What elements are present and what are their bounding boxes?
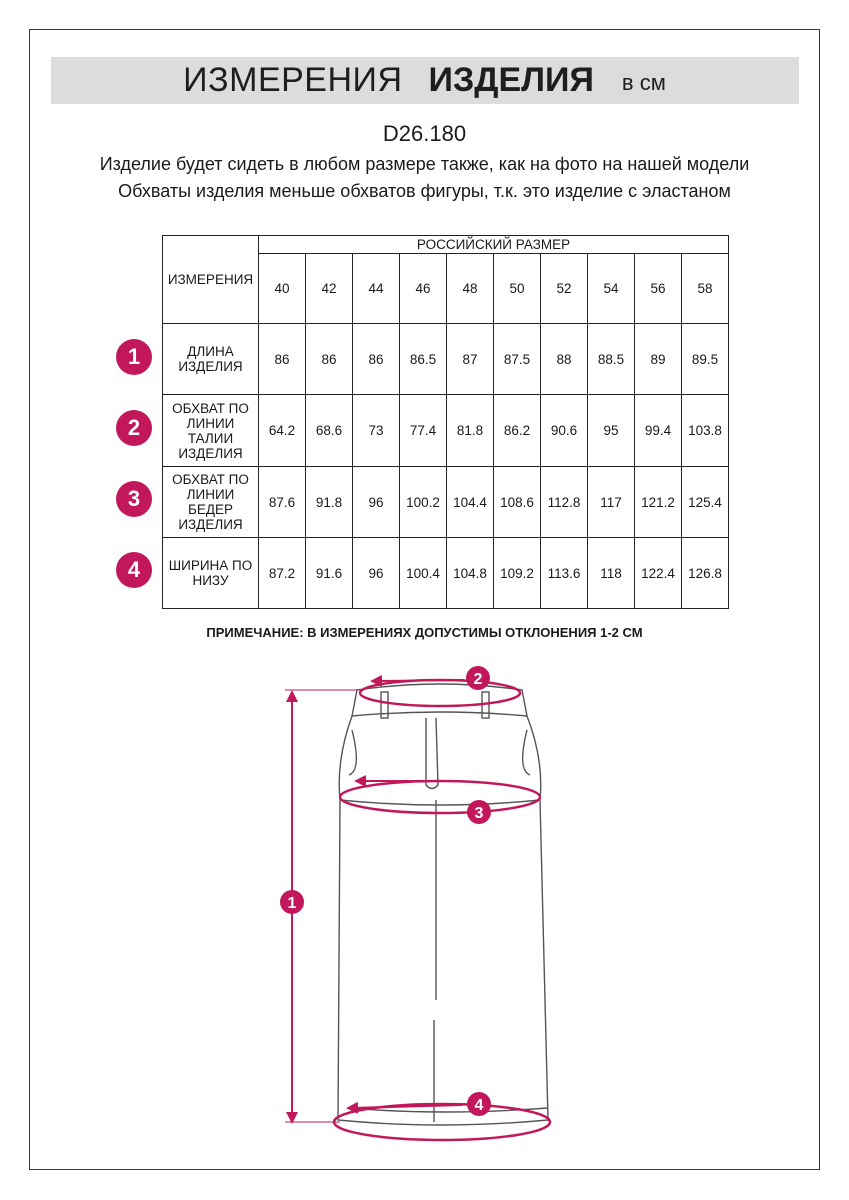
table-cell: 87 xyxy=(447,324,494,395)
row-label: ДЛИНА ИЗДЕЛИЯ xyxy=(163,324,259,395)
size-header: 56 xyxy=(635,254,682,324)
table-cell: 103.8 xyxy=(682,395,729,467)
table-cell: 100.2 xyxy=(400,467,447,538)
size-header: 54 xyxy=(588,254,635,324)
measurements-header: ИЗМЕРЕНИЯ xyxy=(163,236,259,324)
title-units: в см xyxy=(621,69,666,95)
skirt-diagram xyxy=(0,650,849,1170)
marker-label-2: 2 xyxy=(473,671,483,688)
row-marker-1: 1 xyxy=(116,339,152,375)
skirt-outline xyxy=(338,684,548,1125)
size-header: 48 xyxy=(447,254,494,324)
table-cell: 73 xyxy=(353,395,400,467)
size-header: 44 xyxy=(353,254,400,324)
table-cell: 64.2 xyxy=(259,395,306,467)
table-cell: 91.8 xyxy=(306,467,353,538)
size-header: 46 xyxy=(400,254,447,324)
marker-badge-1 xyxy=(280,890,304,914)
row-marker-3: 3 xyxy=(116,481,152,517)
table-cell: 77.4 xyxy=(400,395,447,467)
table-cell: 86 xyxy=(259,324,306,395)
size-header: 40 xyxy=(259,254,306,324)
row-marker-2: 2 xyxy=(116,410,152,446)
table-cell: 91.6 xyxy=(306,538,353,609)
table-cell: 104.8 xyxy=(447,538,494,609)
table-cell: 89 xyxy=(635,324,682,395)
size-table xyxy=(162,235,729,609)
table-cell: 96 xyxy=(353,538,400,609)
table-cell: 87.5 xyxy=(494,324,541,395)
table-cell: 86 xyxy=(306,324,353,395)
page-title xyxy=(0,57,849,104)
table-cell: 86.2 xyxy=(494,395,541,467)
table-cell: 104.4 xyxy=(447,467,494,538)
row-label: ОБХВАТ ПО ЛИНИИ БЕДЕР ИЗДЕЛИЯ xyxy=(163,467,259,538)
table-cell: 87.2 xyxy=(259,538,306,609)
table-cell: 87.6 xyxy=(259,467,306,538)
table-cell: 90.6 xyxy=(541,395,588,467)
table-cell: 122.4 xyxy=(635,538,682,609)
table-cell: 109.2 xyxy=(494,538,541,609)
size-header: 52 xyxy=(541,254,588,324)
size-header: 50 xyxy=(494,254,541,324)
table-cell: 88.5 xyxy=(588,324,635,395)
table-cell: 86.5 xyxy=(400,324,447,395)
table-cell: 121.2 xyxy=(635,467,682,538)
tolerance-note: ПРИМЕЧАНИЕ: В ИЗМЕРЕНИЯХ ДОПУСТИМЫ ОТКЛОНЕНИЯ 1-2 СМ xyxy=(206,625,643,640)
russian-size-header: РОССИЙСКИЙ РАЗМЕР xyxy=(259,236,729,254)
waist-arrow xyxy=(376,680,464,681)
product-code: D26.180 xyxy=(382,121,467,146)
size-header: 58 xyxy=(682,254,729,324)
table-cell: 100.4 xyxy=(400,538,447,609)
marker-badge-4 xyxy=(467,1092,491,1116)
table-cell: 117 xyxy=(588,467,635,538)
table-cell: 99.4 xyxy=(635,395,682,467)
table-cell: 126.8 xyxy=(682,538,729,609)
hip-ellipse xyxy=(340,781,540,813)
table-cell: 88 xyxy=(541,324,588,395)
table-row xyxy=(163,324,729,395)
marker-badge-3 xyxy=(467,800,491,824)
fit-note: Изделие будет сидеть в любом размере также, как на фото на нашей модели xyxy=(99,154,750,174)
table-cell: 118 xyxy=(588,538,635,609)
elastane-note: Обхваты изделия меньше обхватов фигуры, т.к. это изделие с эластаном xyxy=(118,181,731,201)
marker-label-4: 4 xyxy=(474,1097,484,1114)
table-cell: 68.6 xyxy=(306,395,353,467)
table-row xyxy=(163,467,729,538)
table-cell: 113.6 xyxy=(541,538,588,609)
table-cell: 81.8 xyxy=(447,395,494,467)
row-marker-4: 4 xyxy=(116,552,152,588)
table-cell: 125.4 xyxy=(682,467,729,538)
table-row xyxy=(163,395,729,467)
table-cell: 89.5 xyxy=(682,324,729,395)
table-cell: 96 xyxy=(353,467,400,538)
size-header: 42 xyxy=(306,254,353,324)
table-cell: 108.6 xyxy=(494,467,541,538)
title-measurements: ИЗМЕРЕНИЯ xyxy=(183,61,403,99)
row-label: ОБХВАТ ПО ЛИНИИ ТАЛИИ ИЗДЕЛИЯ xyxy=(163,395,259,467)
marker-label-3: 3 xyxy=(474,805,484,822)
row-label: ШИРИНА ПО НИЗУ xyxy=(163,538,259,609)
table-cell: 95 xyxy=(588,395,635,467)
title-product: ИЗДЕЛИЯ xyxy=(428,61,594,99)
marker-badge-2 xyxy=(466,666,490,690)
marker-label-1: 1 xyxy=(287,895,297,912)
table-cell: 112.8 xyxy=(541,467,588,538)
table-cell: 86 xyxy=(353,324,400,395)
table-row xyxy=(163,538,729,609)
